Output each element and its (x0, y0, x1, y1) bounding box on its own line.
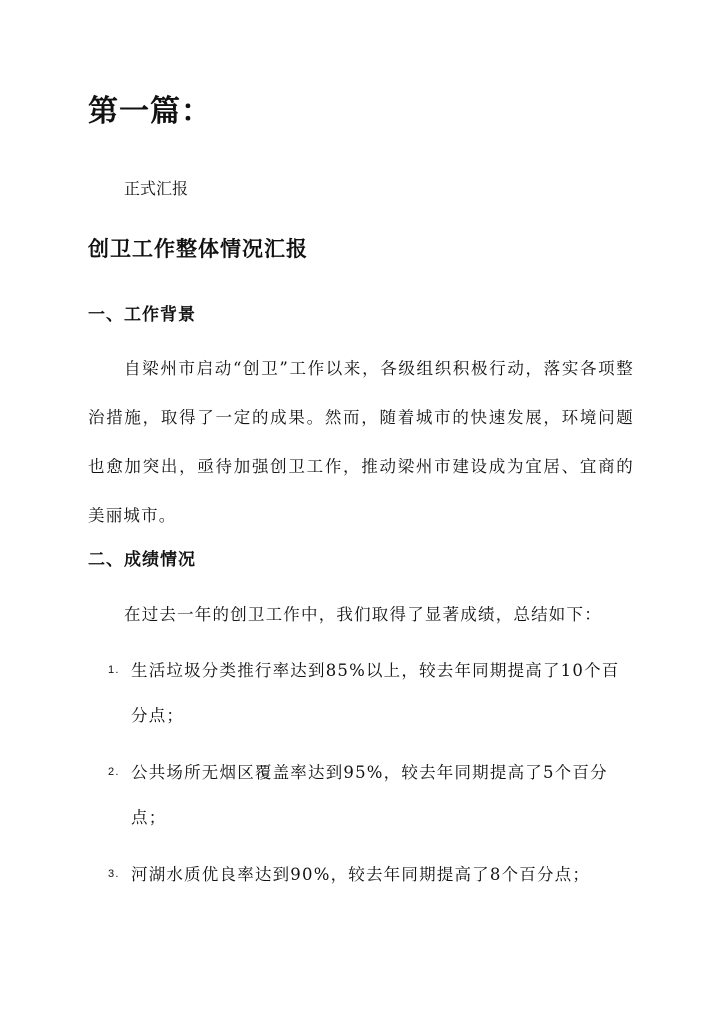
list-item-text: 生活垃圾分类推行率达到85%以上，较去年同期提高了10个百分点； (131, 661, 620, 725)
list-item (88, 750, 634, 840)
document-title: 创卫工作整体情况汇报 (88, 236, 308, 261)
list-item (88, 852, 634, 897)
section-heading-background: 一、工作背景 (88, 305, 196, 325)
part-heading: 第一篇： (88, 94, 212, 129)
list-item-number: 3. (108, 868, 120, 880)
section-heading-achievements: 二、成绩情况 (88, 550, 196, 570)
section-paragraph-achievements: 在过去一年的创卫工作中，我们取得了显著成绩，总结如下： (124, 605, 602, 624)
list-item-number: 2. (108, 766, 120, 778)
list-item-number: 1. (108, 664, 120, 676)
section-paragraph-background: 自梁州市启动“创卫”工作以来，各级组织积极行动，落实各项整治措施，取得了一定的成果。然而，随着城市的快速发展，环境问题也愈加突出，亟待加强创卫工作，推动梁州市建设成为宜居、宜商的美丽城市。 (88, 359, 634, 525)
list-item (88, 648, 634, 738)
list-item-text: 河湖水质优良率达到90%，较去年同期提高了8个百分点； (131, 865, 591, 884)
list-item-text: 公共场所无烟区覆盖率达到95%，较去年同期提高了5个百分点； (131, 763, 608, 827)
document-subtitle: 正式汇报 (124, 179, 189, 198)
achievements-list (88, 648, 634, 909)
